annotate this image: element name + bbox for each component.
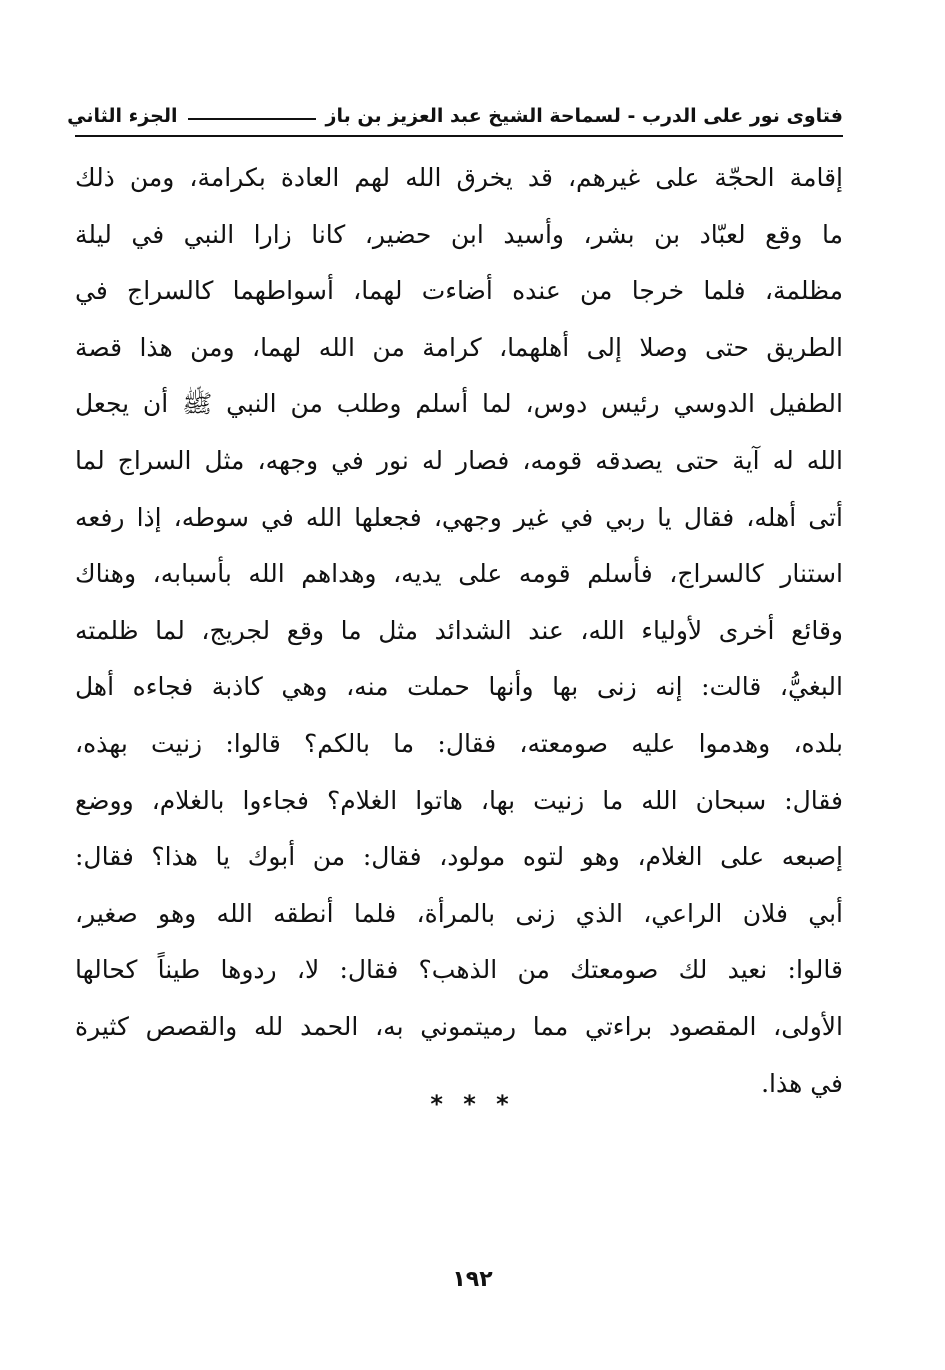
body-text	[75, 150, 843, 1112]
text-line: استنار كالسراج، فأسلم قومه على يديه، وهداهم الله بأسبابه، وهناك	[75, 559, 843, 589]
text-line: فقال: سبحان الله ما زنيت بها، هاتوا الغلام؟ فجاءوا بالغلام، ووضع	[75, 785, 843, 815]
text-line: بلده، وهدموا عليه صومعته، فقال: ما بالكم؟ قالوا: زنيت بهذه،	[75, 728, 843, 758]
text-line: إصبعه على الغلام، وهو لتوه مولود، فقال: من أبوك يا هذا؟ فقال:	[75, 842, 843, 872]
text-line: ما وقع لعبّاد بن بشر، وأسيد ابن حضير، كانا زارا النبي في ليلة	[75, 219, 843, 249]
text-line: مظلمة، فلما خرجا من عنده أضاءت لهما، أسواطهما كالسراج في	[75, 276, 843, 306]
text-line: أبي فلان الراعي، الذي زنى بالمرأة، فلما أنطقه الله وهو صغير،	[75, 898, 843, 928]
header-part: الجزء الثاني	[67, 105, 178, 127]
text-line: أتى أهله، فقال يا ربي في غير وجهي، فجعلها الله في سوطه، إذا رفعه	[75, 502, 843, 532]
text-line: وقائع أخرى لأولياء الله، عند الشدائد مثل ما وقع لجريج، لما ظلمته	[75, 615, 843, 645]
header-title: فتاوى نور على الدرب - لسماحة الشيخ عبد العزيز بن باز	[325, 105, 843, 127]
text-line: البغيُّ، قالت: إنه زنى بها وأنها حملت منه، وهي كاذبة فجاءه أهل	[75, 672, 843, 702]
text-line: قالوا: نعيد لك صومعتك من الذهب؟ فقال: لا، ردوها طيناً كحالها	[75, 955, 843, 985]
text-line: إقامة الحجّة على غيرهم، قد يخرق الله لهم العادة بكرامة، ومن ذلك	[75, 163, 843, 192]
text-line: الأولى، المقصود براءتي مما رميتموني به، الحمد لله والقصص كثيرة	[75, 1011, 843, 1041]
text-line: الطريق حتى وصلا إلى أهلهما، كرامة من الله لهما، ومن هذا قصة	[75, 332, 843, 362]
section-separator: * * *	[430, 1090, 515, 1118]
page-number: ١٩٢	[452, 1267, 493, 1292]
text-line: الطفيل الدوسي رئيس دوس، لما أسلم وطلب من النبي ﷺ أن يجعل	[75, 389, 843, 419]
text-line-last: في هذا.	[761, 1068, 843, 1098]
running-header	[67, 96, 843, 136]
text-line: الله له آية حتى يصدقه قومه، فصار له نور في وجهه، مثل السراج لما	[75, 445, 843, 475]
header-rule	[188, 118, 316, 120]
header-divider	[75, 135, 843, 137]
